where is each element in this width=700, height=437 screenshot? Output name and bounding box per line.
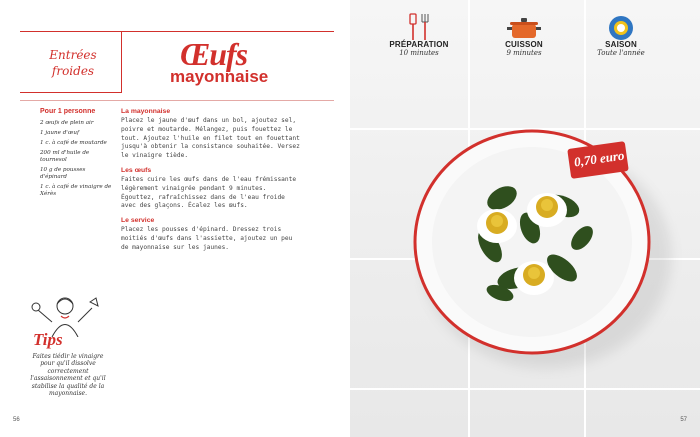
method-section-text: Placez le jaune d'œuf dans un bol, ajoutez sel, poivre et moutarde. Mélangez, puis fouettez le tout. Ajoutez l'huile en filet tout en fouettant jusqu'à obtenir la consistance souhaitée. Versez le vinaigre tiède.: [121, 117, 300, 160]
tile-grout: [350, 388, 700, 390]
method-section-title: La mayonnaise: [121, 108, 171, 115]
ingredient-item: 1 c. à café de moutarde: [40, 140, 107, 146]
ingredient-item: 1 c. à café de vinaigre de Xérès: [40, 184, 112, 197]
section-rule: [20, 100, 334, 101]
info-value: 9 minutes: [506, 49, 542, 57]
pot-icon: [507, 16, 541, 40]
tips-text: Faites tiédir le vinaigre pour qu'il dissolve correctement l'assaisonnement et qu'il stabilise la qualité de la mayonnaise.: [30, 353, 106, 398]
info-preparation: [379, 40, 459, 57]
info-season: [581, 40, 661, 57]
utensils-icon: [406, 12, 432, 42]
egg-half: [527, 193, 567, 227]
sun-icon: [607, 14, 635, 42]
egg-half: [514, 261, 554, 295]
category-label: Entrées froides: [49, 48, 97, 78]
price-label: 0,70 euro: [573, 147, 626, 170]
info-cooking: [484, 40, 564, 57]
egg-half: [477, 209, 517, 243]
ingredient-item: 2 œufs de plein air: [40, 120, 94, 126]
top-rule: [122, 31, 334, 32]
info-value: 10 minutes: [399, 49, 439, 57]
tips-label: Tips: [33, 330, 63, 349]
info-value: Toute l'année: [597, 49, 645, 57]
method-section-text: Faites cuire les œufs dans de l'eau frémissante légèrement vinaigrée pendant 9 minutes. Égouttez, rafraîchissez dans de l'eau froide avec des glaçons. Écalez les œufs.: [121, 175, 297, 210]
ingredient-item: 1 jaune d'œuf: [40, 130, 80, 136]
ingredients-list: [40, 108, 114, 201]
recipe-title: Œufs: [180, 36, 248, 72]
ingredients-title: Pour 1 personne: [40, 108, 96, 115]
ingredient-item: 200 ml d'huile de tournesol: [40, 150, 90, 163]
page-number-right: 57: [680, 417, 687, 423]
info-label: SAISON: [605, 40, 637, 49]
ingredient-item: 10 g de pousses d'épinard: [40, 167, 86, 180]
method-section-title: Les œufs: [121, 166, 152, 174]
right-page: [350, 0, 700, 437]
info-label: CUISSON: [505, 40, 543, 49]
method-section-title: Le service: [121, 217, 155, 225]
page-number-left: 56: [13, 417, 20, 423]
info-label: PRÉPARATION: [389, 40, 449, 49]
recipe-subtitle: mayonnaise: [170, 67, 269, 86]
method-section-text: Placez les pousses d'épinard. Dressez trois moitiés d'œufs dans l'assiette, ajoutez un peu de mayonnaise sur les jaunes.: [121, 226, 293, 251]
method-steps: [121, 108, 303, 259]
